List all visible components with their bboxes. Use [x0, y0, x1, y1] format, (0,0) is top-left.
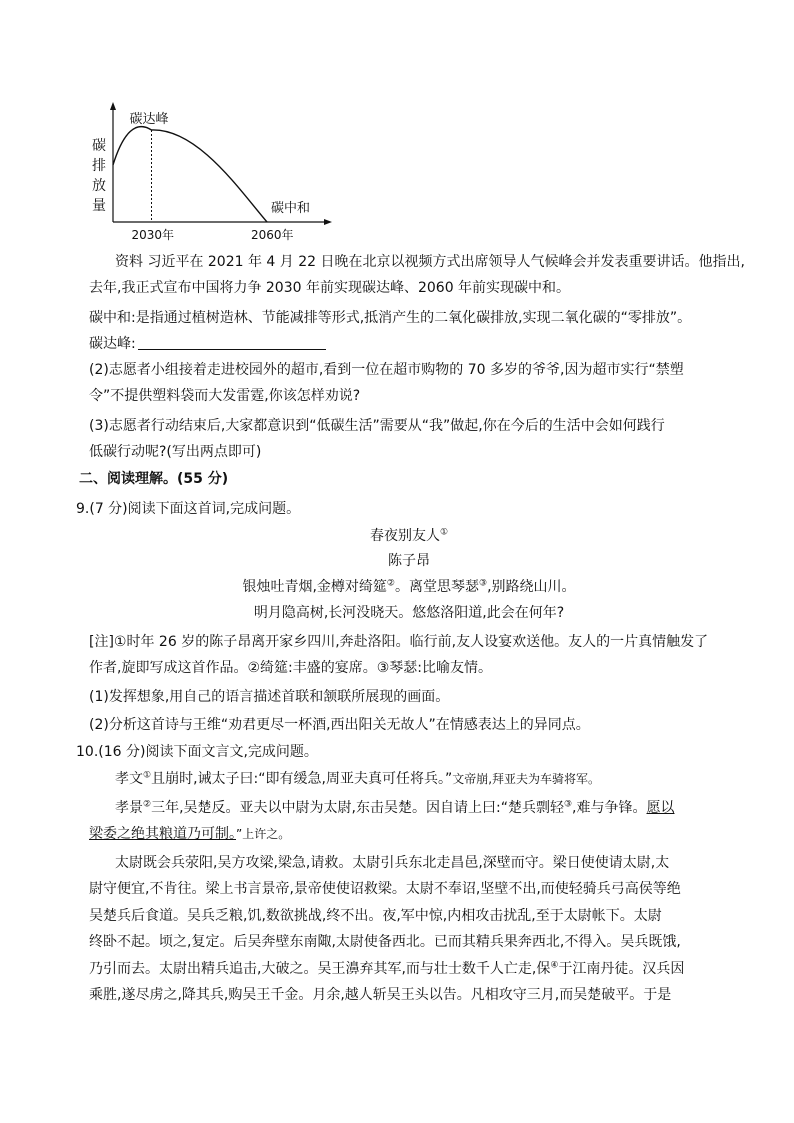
question-10-heading: 10.(16 分)阅读下面文言文,完成问题。	[76, 744, 318, 760]
y-label-char: 放	[92, 178, 106, 194]
poem-note-3: ③	[479, 578, 488, 589]
poem-line-1b: 。离堂思琴瑟	[395, 579, 479, 595]
poem-title-note: ①	[439, 527, 449, 538]
passage-paragraph-3-line-6: 乘胜,遂尽虏之,降其兵,购吴王千金。月余,越人斩吴王头以告。凡相攻守三月,而吴楚破平。于是	[89, 987, 672, 1003]
carbon-peak-answer-row	[89, 335, 729, 353]
poem-line-1	[89, 578, 729, 596]
passage-paragraph-3-line-1: 太尉既会兵荥阳,吴方攻梁,梁急,请救。太尉引兵东北走昌邑,深壁而守。梁日使使请太尉,太	[115, 855, 670, 871]
passage-paragraph-3-line-4: 终卧不起。顷之,复定。后吴奔壁东南陬,太尉使备西北。已而其精兵果奔西北,不得入。吴兵既饿,	[89, 934, 681, 950]
poem-line-1a: 银烛吐青烟,金樽对绮筵	[242, 579, 387, 595]
poem-note-line-2: 作者,旋即写成这首作品。②绮筵:丰盛的宴席。③琴瑟:比喻友情。	[89, 660, 492, 676]
carbon-peak-label: 碳达峰:	[89, 336, 136, 352]
poem-author: 陈子昂	[388, 553, 430, 569]
passage-paragraph-3-line-3: 吴楚兵后食道。吴兵乏粮,饥,数欲挑战,终不出。夜,军中惊,内相攻击扰乱,至于太尉帐下。太尉	[89, 908, 662, 924]
carbon-chart	[84, 96, 344, 246]
p1-note: ①	[143, 770, 152, 781]
peak-label: 碳达峰	[129, 112, 169, 127]
p2-note-2: ③	[563, 799, 573, 810]
passage-paragraph-3-line-2: 尉守便宜,不肯往。梁上书言景帝,景帝使使诏救梁。太尉不奉诏,坚壁不出,而使轻骑兵弓高侯等绝	[89, 881, 681, 897]
poem-title: 春夜别友人	[369, 528, 440, 544]
material-intro: 资料 习近平在 2021 年 4 月 22 日晚在北京以视频方式出席领导人气候峰会并发表重要讲话。他指出,	[115, 254, 745, 270]
question-2-line-2: 令”不提供塑料袋而大发雷霆,你该怎样劝说?	[89, 388, 361, 404]
passage-paragraph-3-line-5	[89, 960, 729, 978]
poem-note-2: ②	[386, 578, 395, 589]
question-9-2: (2)分析这首诗与王维“劝君更尽一杯酒,西出阳关无故人”在情感表达上的异同点。	[89, 717, 590, 733]
y-axis-arrow	[110, 102, 116, 110]
neutral-label: 碳中和	[271, 201, 311, 216]
p1a: 孝文	[115, 771, 143, 787]
poem-line-2: 明月隐高树,长河没晓天。悠悠洛阳道,此会在何年?	[253, 605, 565, 621]
x-tick-label: 2060年	[251, 228, 294, 242]
p3-5-note: ④	[550, 960, 559, 971]
question-9-heading: 9.(7 分)阅读下面这首词,完成问题。	[76, 501, 301, 517]
p1c: 文帝崩,拜亚夫为车骑将军。	[452, 772, 601, 786]
poem-note-line-1: [注]①时年 26 岁的陈子昂离开家乡四川,奔赴洛阳。临行前,友人设宴欢送他。友人的一片真情触发了	[89, 634, 709, 650]
p2e-underlined: 梁委之绝其粮道乃可制。	[89, 826, 236, 842]
p2-note: ②	[143, 799, 152, 810]
p2a: 孝景	[115, 800, 143, 816]
question-3-line-2: 低碳行动呢?(写出两点即可)	[89, 444, 262, 460]
p2d-underlined: 愿以	[646, 800, 675, 816]
passage-paragraph-1	[115, 770, 735, 788]
y-label-char: 排	[92, 158, 106, 174]
x-axis-arrow	[324, 219, 332, 225]
p2c: ,难与争锋。	[572, 800, 647, 816]
p2f: ”上许之。	[236, 827, 291, 841]
question-9-1: (1)发挥想象,用自己的语言描述首联和颔联所展现的画面。	[89, 689, 450, 705]
p3-5a: 乃引而去。太尉出精兵追击,大破之。吴王濞弃其军,而与壮士数千人亡走,保	[89, 961, 551, 977]
section-2-heading: 二、阅读理解。(55 分)	[79, 471, 229, 487]
p3-5b: 于江南丹徒。汉兵因	[558, 961, 685, 977]
p2b: 三年,吴楚反。亚夫以中尉为太尉,东击吴楚。因自请上曰:“楚兵剽轻	[151, 800, 564, 816]
emission-curve	[113, 127, 267, 222]
question-2-line-1: (2)志愿者小组接着走进校园外的超市,看到一位在超市购物的 70 多岁的爷爷,因为超市实行“禁塑	[89, 362, 684, 378]
carbon-peak-answer-blank[interactable]	[138, 335, 326, 350]
passage-paragraph-2-cont	[89, 825, 729, 843]
poem-title-row	[89, 527, 729, 545]
y-label-char: 碳	[92, 138, 106, 154]
material-intro-2: 去年,我正式宣布中国将力争 2030 年前实现碳达峰、2060 年前实现碳中和。	[89, 280, 571, 296]
p1b: 且崩时,诫太子曰:“即有缓急,周亚夫真可任将兵。”	[151, 771, 453, 787]
question-3-line-1: (3)志愿者行动结束后,大家都意识到“低碳生活”需要从“我”做起,你在今后的生活中会如何践行	[89, 418, 665, 434]
passage-paragraph-2	[115, 799, 735, 817]
poem-line-1c: ,别路绕山川。	[487, 579, 576, 595]
y-label-char: 量	[92, 198, 106, 214]
carbon-chart-svg	[84, 96, 344, 246]
x-tick-label: 2030年	[131, 228, 175, 242]
carbon-neutral-definition: 碳中和:是指通过植树造林、节能减排等形式,抵消产生的二氧化碳排放,实现二氧化碳的“零排放”。	[89, 310, 692, 326]
